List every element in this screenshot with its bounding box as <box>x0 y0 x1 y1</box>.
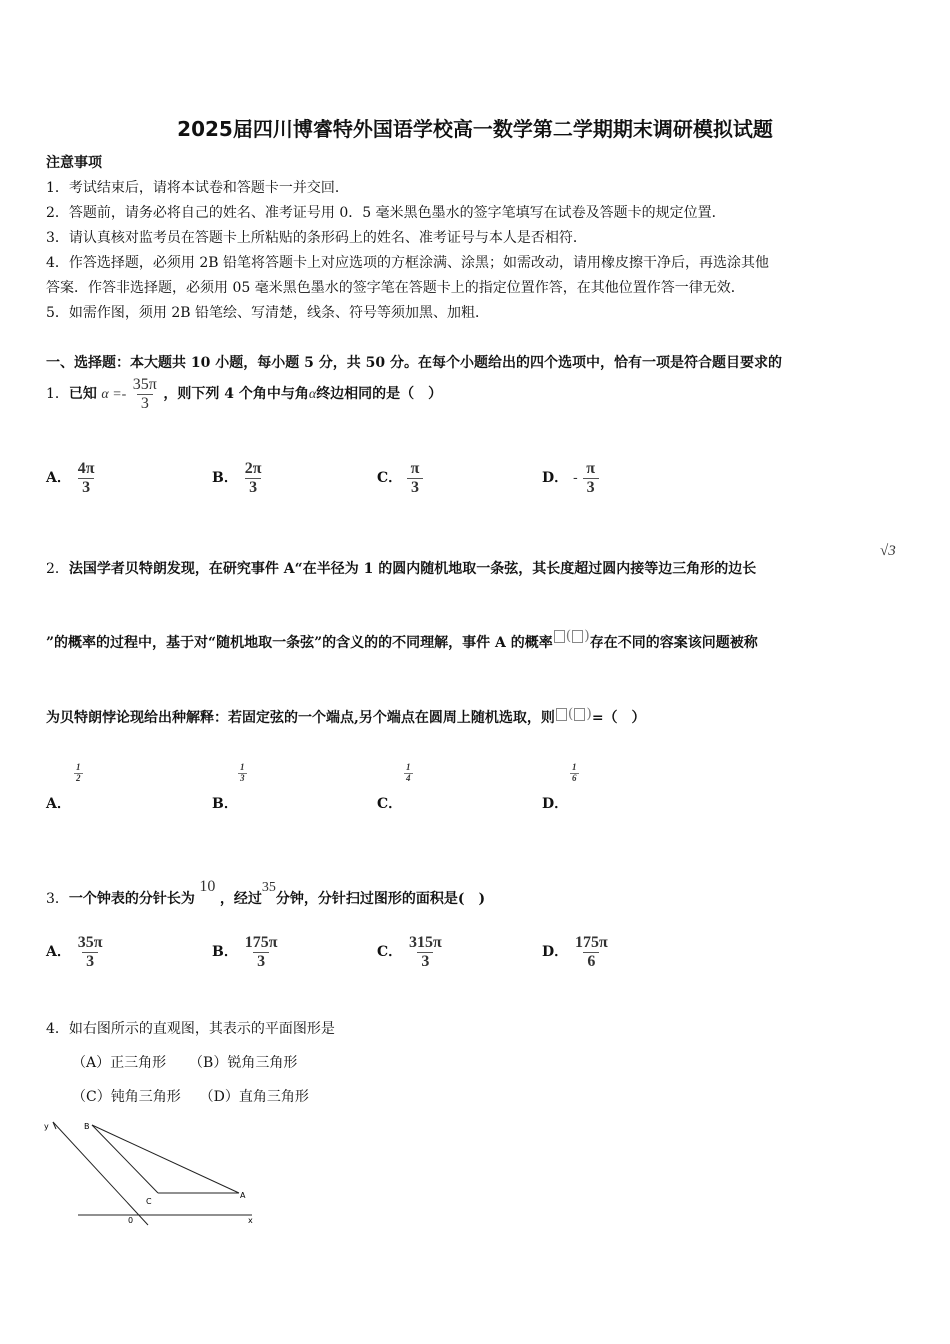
fraction-numerator: 1 <box>240 762 245 772</box>
question-number: 1． <box>46 386 69 403</box>
section-heading: 一、选择题：本大题共 10 小题，每小题 5 分，共 50 分。在每个小题给出的四个选项中，恰有一项是符合题目要求的 <box>46 355 782 371</box>
oblique-projection-figure <box>40 1112 270 1232</box>
question-number: 2． <box>46 561 69 577</box>
q2-line3a: 为贝特朗悖论现给出种解释：若固定弦的一个端点,另个端点在圆周上随机选取，则 <box>46 710 555 726</box>
question-3 <box>46 878 486 908</box>
option-label: C． <box>377 796 403 812</box>
q1-pre: 已知 <box>68 386 97 403</box>
fraction-denominator: 3 <box>240 772 245 783</box>
page-title: 2025届四川博睿特外国语学校高一数学第二学期期末调研模拟试题 <box>177 117 773 141</box>
option-label: B． <box>212 944 238 961</box>
q2-line1-text: 法国学者贝特朗发现，在研究事件 A“在半径为 1 的圆内随机地取一条弦，其长度超过圆内接等边三角形的边长 <box>68 561 757 577</box>
fraction-denominator: 6 <box>583 952 599 971</box>
fraction-numerator: 35π <box>132 376 157 393</box>
fraction-numerator: 1 <box>406 762 411 772</box>
option-fraction <box>74 763 83 784</box>
question-number: 4． <box>46 1021 69 1037</box>
question-4 <box>46 1018 335 1038</box>
fraction-denominator: 2 <box>76 772 81 783</box>
question-1 <box>46 376 442 412</box>
y-axis-label: y <box>44 1122 49 1131</box>
q2-line3b: =（ ） <box>591 710 646 726</box>
q3-option-c[interactable] <box>377 934 444 970</box>
option-label: D． <box>542 944 569 961</box>
fraction-numerator: 35π <box>77 934 103 951</box>
q3-option-d[interactable] <box>542 934 610 970</box>
notice-item: 1．考试结束后，请将本试卷和答题卡一并交回． <box>46 180 349 196</box>
option-fraction <box>407 934 444 970</box>
q2-line2b: 存在不同的容案该问题被称 <box>589 635 758 651</box>
option-label: B． <box>212 796 238 812</box>
fraction-numerator: 4π <box>77 460 95 477</box>
fraction-numerator: 1 <box>76 762 81 772</box>
fraction-denominator: 3 <box>245 478 261 497</box>
option-fraction <box>573 934 610 970</box>
option-fraction <box>243 934 280 970</box>
option-fraction <box>404 763 413 784</box>
triangle-side-ba <box>92 1125 239 1193</box>
notice-heading: 注意事项 <box>46 155 102 171</box>
q1-option-b[interactable] <box>212 460 263 496</box>
vertex-c-label: C <box>146 1197 152 1206</box>
option-fraction <box>238 763 247 784</box>
notice-item: 答案．作答非选择题，必须用 05 毫米黑色墨水的签字笔在答题卡上的指定位置作答，在其他位置作答一律无效． <box>46 280 745 296</box>
probability-symbol-icon: ( ) <box>555 706 592 722</box>
q3-option-b[interactable] <box>212 934 279 970</box>
vertex-b-label: B <box>84 1122 90 1131</box>
fraction-denominator: 3 <box>253 952 269 971</box>
option-label: B． <box>212 470 238 487</box>
triangle-side-bc <box>92 1125 158 1193</box>
q3-option-a[interactable] <box>46 934 105 970</box>
q1-alpha-fraction <box>131 376 159 412</box>
option-fraction <box>407 460 423 496</box>
q2-sqrt3: √3 <box>880 543 896 559</box>
x-axis-label: x <box>248 1216 253 1225</box>
question-2-line3 <box>46 707 646 727</box>
q4-options-row1 <box>72 1052 297 1072</box>
fraction-denominator: 3 <box>417 952 433 971</box>
option-fraction <box>570 763 579 784</box>
fraction-denominator: 3 <box>583 478 599 497</box>
option-fraction <box>76 460 97 496</box>
fraction-numerator: π <box>410 460 420 477</box>
fraction-denominator: 6 <box>572 772 577 783</box>
option-label: A． <box>46 470 71 487</box>
q4-text: 如右图所示的直观图，其表示的平面图形是 <box>68 1021 335 1037</box>
option-label: D． <box>542 796 569 812</box>
option-fraction <box>76 934 105 970</box>
fraction-numerator: 315π <box>409 934 442 951</box>
option-label: C． <box>377 470 403 487</box>
fraction-numerator: 175π <box>575 934 608 951</box>
fraction-numerator: 175π <box>244 934 278 951</box>
q3-mid: ，经过 <box>219 891 262 907</box>
question-number: 3． <box>46 891 69 907</box>
notice-item: 4．作答选择题，必须用 2B 铅笔将答题卡上对应选项的方框涂满、涂黑；如需改动，请用橡皮擦干净后，再选涂其他 <box>46 255 769 271</box>
origin-label: 0 <box>128 1216 134 1225</box>
q3-pre: 一个钟表的分针长为 <box>68 891 195 907</box>
fraction-denominator: 3 <box>137 394 153 413</box>
q1-post: ，则下列 4 个角中与角 <box>163 386 309 403</box>
fraction-numerator: 2π <box>244 460 262 477</box>
q1-option-c[interactable] <box>377 460 423 496</box>
q1-alpha: α <box>308 387 317 403</box>
fraction-denominator: 3 <box>78 478 94 497</box>
option-label: A． <box>46 944 71 961</box>
option-label: A． <box>46 796 71 812</box>
q3-post: 分钟，分针扫过图形的面积是( ) <box>275 891 486 907</box>
option-label: D． <box>542 470 569 487</box>
fraction-denominator: 4 <box>406 772 411 783</box>
probability-symbol-icon: ( ) <box>553 628 590 644</box>
notice-item: 2．答题前，请务必将自己的姓名、准考证号用 0．5 毫米黑色墨水的签字笔填写在试卷及答题卡的规定位置． <box>46 205 726 221</box>
notice-item: 3．请认真核对监考员在答题卡上所粘贴的条形码上的姓名、准考证号与本人是否相符． <box>46 230 587 246</box>
option-sign: - <box>573 470 578 487</box>
notice-item: 5．如需作图，须用 2B 铅笔绘、写清楚，线条、符号等须加黑、加粗． <box>46 305 490 321</box>
q1-alpha-eq: α =- <box>101 387 127 403</box>
q2-line2a: ”的概率的过程中，基于对“随机地取一条弦”的含义的的不同理解，事件 A 的概率 <box>46 635 553 651</box>
fraction-denominator: 3 <box>407 478 423 497</box>
question-2-line1 <box>46 558 756 578</box>
option-label: C． <box>377 944 403 961</box>
option-fraction <box>243 460 264 496</box>
vertex-a-label: A <box>240 1191 246 1200</box>
fraction-denominator: 3 <box>82 952 98 971</box>
q4-option-c[interactable]: （C）钝角三角形 <box>72 1089 181 1105</box>
option-fraction <box>583 460 599 496</box>
q4-options-row2 <box>72 1086 309 1106</box>
q4-option-b[interactable]: （B）锐角三角形 <box>189 1055 298 1071</box>
q4-option-d[interactable]: （D）直角三角形 <box>199 1089 309 1105</box>
q1-post2: 终边相同的是（ ） <box>316 386 443 403</box>
q1-option-a[interactable] <box>46 460 97 496</box>
q1-option-d[interactable] <box>542 460 599 496</box>
fraction-numerator: π <box>586 460 595 477</box>
y-axis <box>53 1122 148 1225</box>
q3-minutes: 35 <box>261 880 276 895</box>
q4-option-a[interactable]: （A）正三角形 <box>72 1055 167 1071</box>
fraction-numerator: 1 <box>572 762 577 772</box>
question-2-line2 <box>46 628 758 652</box>
q3-length: 10 <box>199 878 216 895</box>
